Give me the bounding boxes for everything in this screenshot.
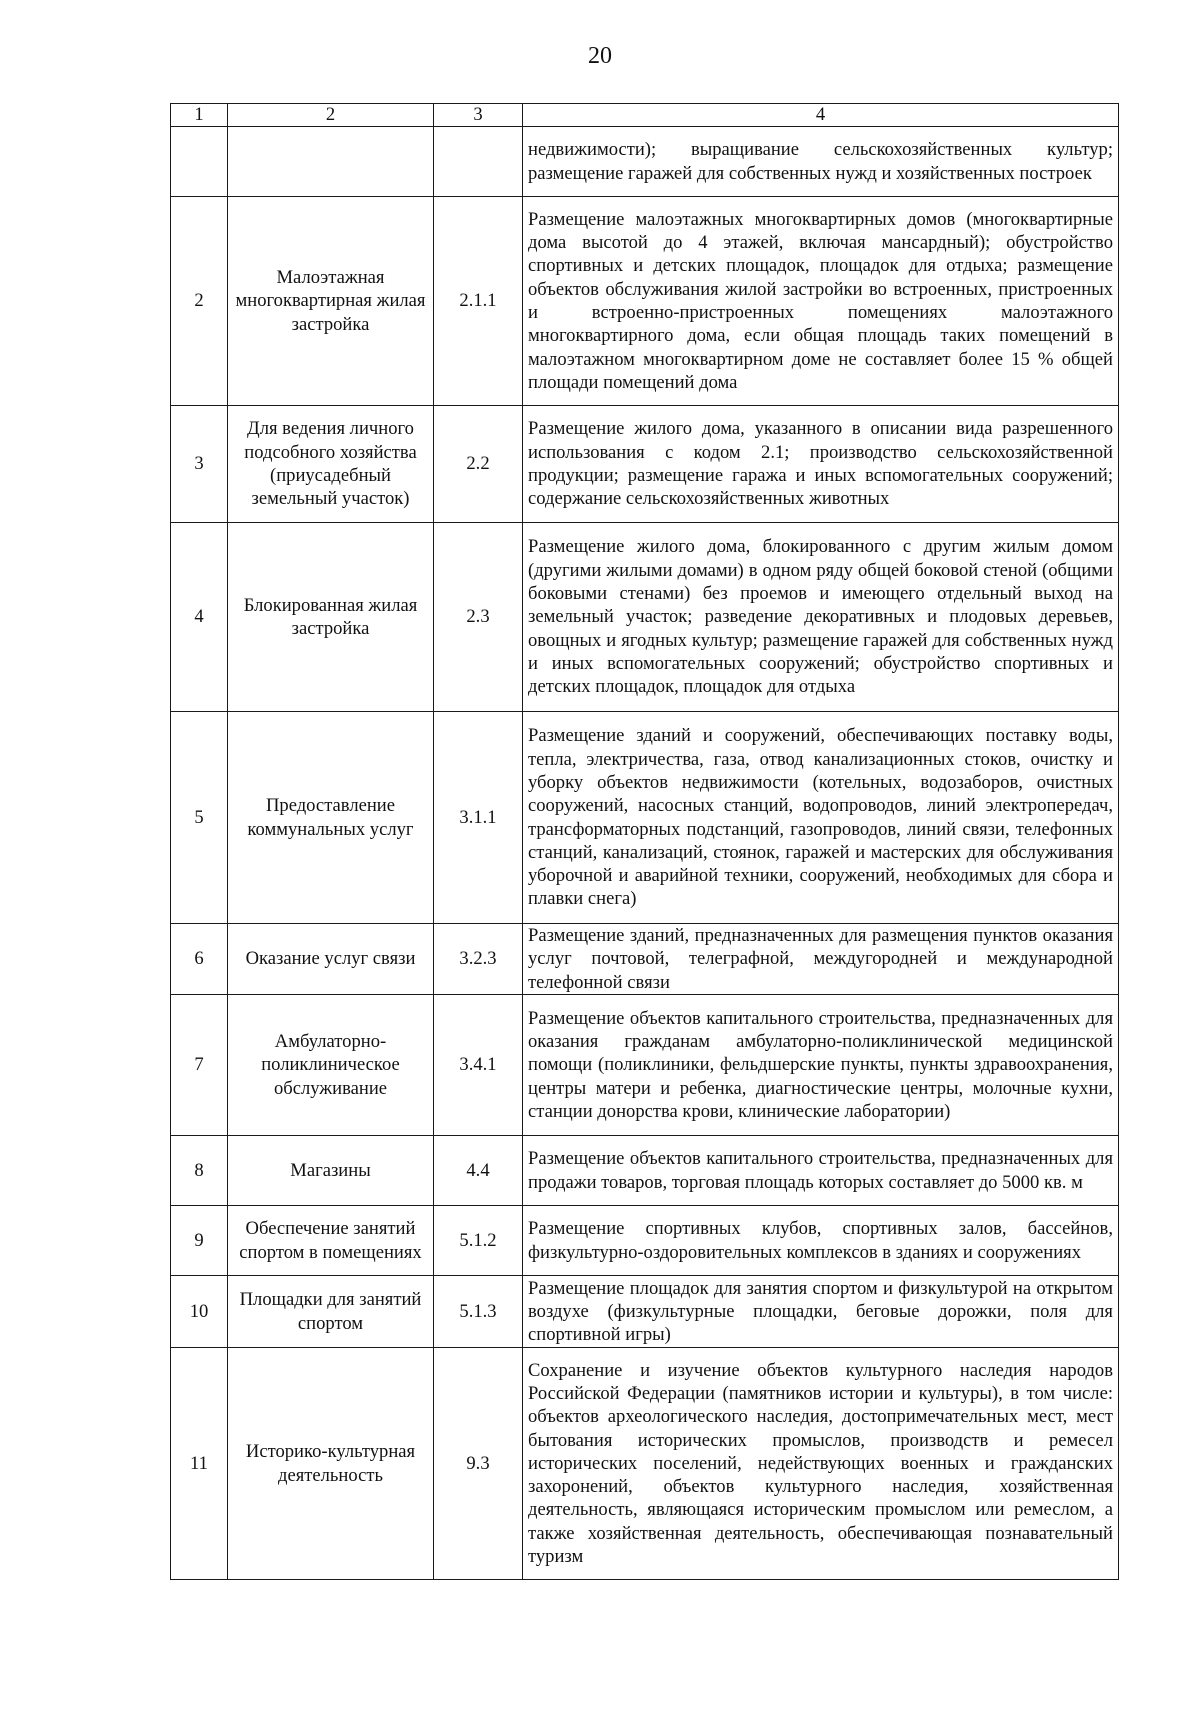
land-use-code: 5.1.3 [434, 1276, 523, 1348]
land-use-code: 2.1.1 [434, 197, 523, 406]
land-use-code: 5.1.2 [434, 1206, 523, 1276]
land-use-description: Размещение малоэтажных многоквартирных домов (многоквартирные дома высотой до 4 этажей, включая мансардный); обустройство спортивных и детских площадок, площадок для отдыха; размещение объектов обслуживания жилой застройки во встроенных, пристроенных и встроенно-пристроенных помещениях малоэтажного многоквартирного дома, если общая площадь таких помещений в малоэтажном многоквартирном доме не составляет более 15 % общей площади помещений дома [523, 197, 1119, 406]
row-number: 5 [171, 712, 228, 924]
row-number: 3 [171, 406, 228, 523]
land-use-code: 4.4 [434, 1136, 523, 1206]
row-number: 4 [171, 523, 228, 712]
land-use-code: 2.3 [434, 523, 523, 712]
land-use-name: Для ведения личного подсобного хозяйства (приусадебный земельный участок) [228, 406, 434, 523]
land-use-description: недвижимости); выращивание сельскохозяйственных культур; размещение гаражей для собственных нужд и хозяйственных построек [523, 127, 1119, 197]
land-use-name: Магазины [228, 1136, 434, 1206]
land-use-description: Размещение зданий, предназначенных для размещения пунктов оказания услуг почтовой, телеграфной, междугородней и международной телефонной связи [523, 924, 1119, 995]
table-row [171, 924, 1119, 995]
land-use-code: 9.3 [434, 1348, 523, 1580]
land-use-name: Обеспечение занятий спортом в помещениях [228, 1206, 434, 1276]
land-use-name: Историко-культурная деятельность [228, 1348, 434, 1580]
header-col-3: 3 [434, 104, 523, 127]
table-row [171, 712, 1119, 924]
land-use-name: Малоэтажная многоквартирная жилая застройка [228, 197, 434, 406]
land-use-description: Размещение жилого дома, указанного в описании вида разрешенного использования с кодом 2.1; производство сельскохозяйственной продукции; размещение гаража и иных вспомогательных сооружений; содержание сельскохозяйственных животных [523, 406, 1119, 523]
land-use-description: Размещение объектов капитального строительства, предназначенных для продажи товаров, торговая площадь которых составляет до 5000 кв. м [523, 1136, 1119, 1206]
table-row [171, 1276, 1119, 1348]
table-row [171, 1136, 1119, 1206]
land-use-name: Площадки для занятий спортом [228, 1276, 434, 1348]
land-use-table [170, 103, 1119, 1580]
land-use-name: Амбулаторно-поликлиническое обслуживание [228, 995, 434, 1136]
land-use-code: 3.4.1 [434, 995, 523, 1136]
table-row [171, 1206, 1119, 1276]
header-col-2: 2 [228, 104, 434, 127]
table-header-row [171, 104, 1119, 127]
page-number: 20 [588, 43, 612, 69]
header-col-4: 4 [523, 104, 1119, 127]
land-use-code [434, 127, 523, 197]
land-use-code: 3.1.1 [434, 712, 523, 924]
land-use-description: Сохранение и изучение объектов культурного наследия народов Российской Федерации (памятников истории и культуры), в том числе: объектов археологического наследия, достопримечательных мест, мест бытования исторических промыслов, производств и ремесел исторических поселений, недействующих военных и гражданских захоронений, объектов культурного наследия, хозяйственная деятельность, являющаяся историческим промыслом или ремеслом, а также хозяйственная деятельность, обеспечивающая познавательный туризм [523, 1348, 1119, 1580]
land-use-name [228, 127, 434, 197]
land-use-code: 3.2.3 [434, 924, 523, 995]
table-row [171, 1348, 1119, 1580]
table-row [171, 523, 1119, 712]
row-number [171, 127, 228, 197]
header-col-1: 1 [171, 104, 228, 127]
land-use-description: Размещение спортивных клубов, спортивных залов, бассейнов, физкультурно-оздоровительных комплексов в зданиях и сооружениях [523, 1206, 1119, 1276]
row-number: 2 [171, 197, 228, 406]
row-number: 7 [171, 995, 228, 1136]
land-use-code: 2.2 [434, 406, 523, 523]
table-row [171, 197, 1119, 406]
land-use-description: Размещение объектов капитального строительства, предназначенных для оказания гражданам амбулаторно-поликлинической медицинской помощи (поликлиники, фельдшерские пункты, пункты здравоохранения, центры матери и ребенка, диагностические центры, молочные кухни, станции донорства крови, клинические лаборатории) [523, 995, 1119, 1136]
row-number: 6 [171, 924, 228, 995]
row-number: 10 [171, 1276, 228, 1348]
row-number: 11 [171, 1348, 228, 1580]
table-row [171, 406, 1119, 523]
land-use-name: Предоставление коммунальных услуг [228, 712, 434, 924]
table-row [171, 995, 1119, 1136]
row-number: 8 [171, 1136, 228, 1206]
land-use-description: Размещение площадок для занятия спортом и физкультурой на открытом воздухе (физкультурные площадки, беговые дорожки, поля для спортивной игры) [523, 1276, 1119, 1348]
land-use-description: Размещение зданий и сооружений, обеспечивающих поставку воды, тепла, электричества, газа, отвод канализационных стоков, очистку и уборку объектов недвижимости (котельных, водозаборов, очистных сооружений, насосных станций, водопроводов, линий электропередач, трансформаторных подстанций, газопроводов, линий связи, телефонных станций, канализаций, стоянок, гаражей и мастерских для обслуживания уборочной и аварийной техники, сооружений, необходимых для сбора и плавки снега) [523, 712, 1119, 924]
table-row [171, 127, 1119, 197]
row-number: 9 [171, 1206, 228, 1276]
land-use-description: Размещение жилого дома, блокированного с другим жилым домом (другими жилыми домами) в одном ряду общей боковой стеной (общими боковыми стенами) без проемов и имеющего отдельный выход на земельный участок; разведение декоративных и плодовых деревьев, овощных и ягодных культур; размещение гаражей для собственных нужд и иных вспомогательных сооружений; обустройство спортивных и детских площадок, площадок для отдыха [523, 523, 1119, 712]
land-use-name: Оказание услуг связи [228, 924, 434, 995]
land-use-name: Блокированная жилая застройка [228, 523, 434, 712]
